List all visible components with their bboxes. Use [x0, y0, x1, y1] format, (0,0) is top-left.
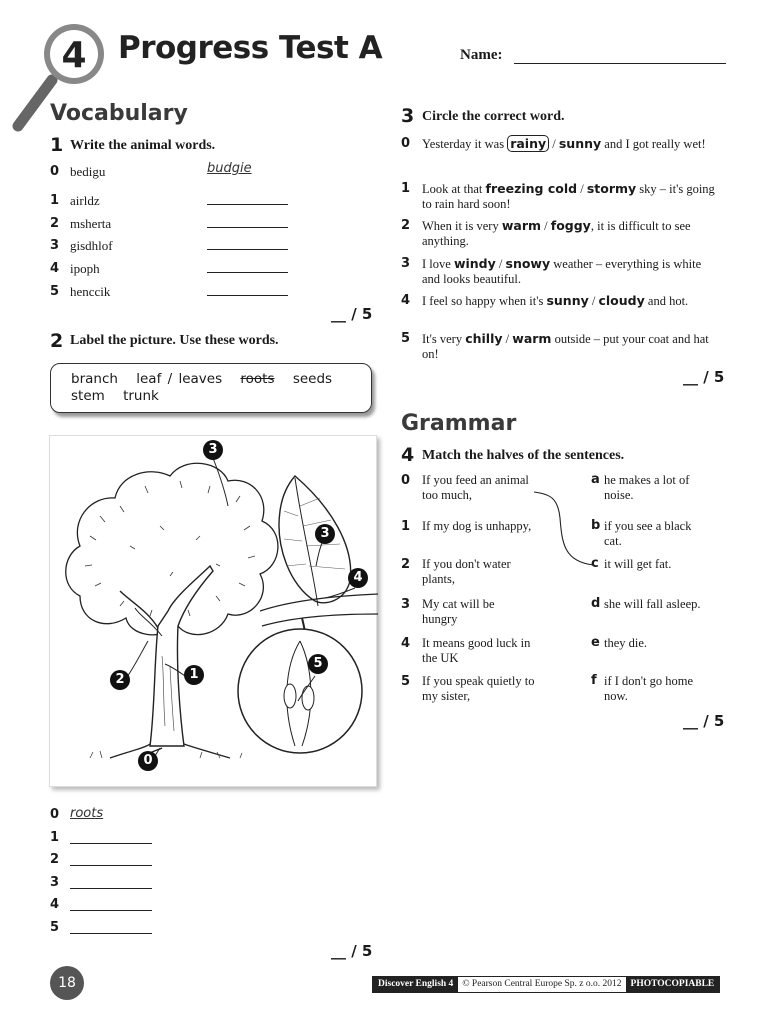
sentence-start: Look at that [422, 182, 486, 196]
word-option-1[interactable]: chilly [465, 331, 503, 346]
item-number: 2 [401, 557, 411, 572]
exercise-3-score: __ / 5 [683, 368, 725, 386]
sentence: Yesterday it was rainy / sunny and I got really wet! [422, 136, 706, 151]
item-number: 2 [50, 852, 60, 867]
sentence-first-half: If my dog is unhappy, [422, 519, 532, 533]
picture-marker: 1 [184, 665, 204, 685]
scrambled-word: msherta [70, 216, 112, 231]
scrambled-word: ipoph [70, 261, 100, 276]
word-option: leaf / leaves [136, 371, 223, 387]
word-option-1[interactable]: sunny [546, 293, 589, 308]
option-letter: f [591, 673, 597, 688]
word-option-1[interactable]: freezing cold [485, 181, 578, 196]
word-option-2[interactable]: foggy [550, 218, 591, 233]
exercise-1-score: __ / 5 [331, 305, 373, 323]
item-number: 4 [50, 897, 60, 912]
answer-blank[interactable] [207, 249, 288, 250]
exercise-4-score: __ / 5 [683, 712, 725, 730]
word-option: stem [71, 388, 105, 404]
footer-bar [372, 976, 720, 993]
footer-photocopiable: PHOTOCOPIABLE [626, 977, 720, 992]
item-number: 5 [401, 331, 411, 346]
sentence-first-half: My cat will be hungry [422, 597, 495, 626]
sentence: I feel so happy when it's sunny / cloudy and hot. [422, 293, 689, 308]
sentence-start: Yesterday it was [422, 137, 508, 151]
scrambled-word: airldz [70, 193, 100, 208]
answer-blank[interactable] [70, 933, 152, 934]
example-answer: budgie [207, 161, 252, 176]
scrambled-word: gisdhlof [70, 238, 113, 253]
picture-marker: 0 [138, 751, 158, 771]
sentence-start: It's very [422, 332, 466, 346]
word-option-2[interactable]: snowy [505, 256, 551, 271]
page-number: 18 [50, 966, 84, 1000]
option-letter: c [591, 556, 599, 571]
item-number: 1 [401, 519, 411, 534]
item-number: 0 [50, 807, 60, 822]
sentence-end: and I got really wet! [601, 137, 706, 151]
sentence: When it is very warm / foggy, it is difficult to see anything. [422, 218, 691, 248]
exercise-2-title: Label the picture. Use these words. [70, 333, 279, 348]
word-option: seeds [292, 371, 333, 387]
word-option-1[interactable]: windy [453, 256, 496, 271]
word-option-2[interactable]: sunny [558, 136, 602, 151]
exercise-4-title: Match the halves of the sentences. [422, 448, 625, 463]
sentence-second-half[interactable]: if you see a black cat. [604, 519, 692, 548]
sentence-second-half[interactable]: they die. [604, 636, 648, 650]
item-number: 1 [50, 193, 60, 208]
item-number: 2 [401, 218, 411, 233]
answer-blank[interactable] [70, 843, 152, 844]
word-option: roots [240, 371, 275, 387]
sentence-first-half: It means good luck in the UK [422, 636, 531, 665]
sentence-first-half: If you speak quietly to my sister, [422, 674, 535, 703]
word-option-2[interactable]: warm [512, 331, 552, 346]
item-number: 5 [401, 674, 411, 689]
answer-blank[interactable] [207, 204, 288, 205]
word-option-1[interactable]: rainy [507, 135, 549, 152]
example-match-line [530, 488, 600, 572]
exercise-3-number: 3 [401, 105, 415, 127]
answer-blank[interactable] [207, 272, 288, 273]
item-number: 3 [50, 238, 60, 253]
picture-marker: 3 [203, 440, 223, 460]
exercise-1-number: 1 [50, 134, 64, 156]
exercise-2-number: 2 [50, 330, 64, 352]
sentence-first-half: If you feed an animal too much, [422, 473, 529, 502]
answer-blank[interactable] [70, 865, 152, 866]
picture-marker: 3 [315, 524, 335, 544]
sentence-end: and hot. [644, 294, 689, 308]
item-number: 0 [50, 164, 60, 179]
answer-blank[interactable] [70, 910, 152, 911]
exercise-2-score: __ / 5 [331, 942, 373, 960]
word-box [50, 363, 372, 413]
item-number: 3 [401, 256, 411, 271]
word-option-2[interactable]: stormy [586, 181, 637, 196]
item-number: 0 [401, 473, 411, 488]
sentence-end: sky – it's going to rain hard soon! [422, 182, 715, 211]
sentence-second-half[interactable]: it will get fat. [604, 557, 672, 571]
option-letter: b [591, 518, 601, 533]
item-number: 3 [50, 875, 60, 890]
grammar-heading: Grammar [401, 411, 517, 436]
picture-marker: 4 [348, 568, 368, 588]
item-number: 4 [401, 636, 411, 651]
exercise-3-title: Circle the correct word. [422, 109, 565, 124]
sentence-end: weather – everything is white and looks beautiful. [422, 257, 702, 286]
answer-blank[interactable] [207, 227, 288, 228]
word-option: trunk [123, 388, 159, 404]
sentence: It's very chilly / warm outside – put your coat and hat on! [422, 331, 709, 361]
footer-book: Discover English 4 [373, 977, 458, 992]
item-number: 1 [401, 181, 411, 196]
picture-marker: 2 [110, 670, 130, 690]
sentence: Look at that freezing cold / stormy sky – it's going to rain hard soon! [422, 181, 715, 211]
option-letter: d [591, 596, 601, 611]
example-answer: roots [70, 806, 104, 821]
word-option-1[interactable]: warm [501, 218, 542, 233]
exercise-4-number: 4 [401, 444, 415, 466]
page-title: Progress Test A [118, 30, 383, 66]
sentence-end: , it is difficult to see anything. [422, 219, 691, 248]
item-number: 4 [401, 293, 411, 308]
unit-number: 4 [61, 35, 87, 76]
item-number: 1 [50, 830, 60, 845]
exercise-1-title: Write the animal words. [70, 138, 216, 153]
option-letter: e [591, 635, 600, 650]
sentence: I love windy / snowy weather – everything is white and looks beautiful. [422, 256, 702, 286]
word-option-2[interactable]: cloudy [598, 293, 645, 308]
vocabulary-heading: Vocabulary [50, 101, 188, 126]
item-number: 0 [401, 136, 411, 151]
item-number: 5 [50, 920, 60, 935]
sentence-second-half[interactable]: if I don't go home now. [604, 674, 694, 703]
tree-picture [49, 435, 377, 787]
sentence-end: outside – put your coat and hat on! [422, 332, 709, 361]
answer-blank[interactable] [207, 295, 288, 296]
answer-blank[interactable] [70, 888, 152, 889]
footer-copyright: © Pearson Central Europe Sp. z o.o. 2012 [458, 977, 625, 992]
picture-marker: 5 [308, 654, 328, 674]
option-letter: a [591, 472, 600, 487]
sentence-second-half[interactable]: she will fall asleep. [604, 597, 701, 611]
item-number: 3 [401, 597, 411, 612]
item-number: 2 [50, 216, 60, 231]
sentence-start: I love [422, 257, 454, 271]
sentence-start: I feel so happy when it's [422, 294, 547, 308]
tree-illustration [50, 436, 378, 788]
scrambled-word: bedigu [70, 164, 106, 179]
sentence-second-half[interactable]: he makes a lot of noise. [604, 473, 690, 502]
sentence-first-half: If you don't water plants, [422, 557, 511, 586]
sentence-start: When it is very [422, 219, 502, 233]
item-number: 4 [50, 261, 60, 276]
word-option: branch [71, 371, 118, 387]
name-label: Name: [460, 47, 503, 63]
item-number: 5 [50, 284, 60, 299]
scrambled-word: henccik [70, 284, 111, 299]
name-field[interactable] [514, 63, 726, 64]
